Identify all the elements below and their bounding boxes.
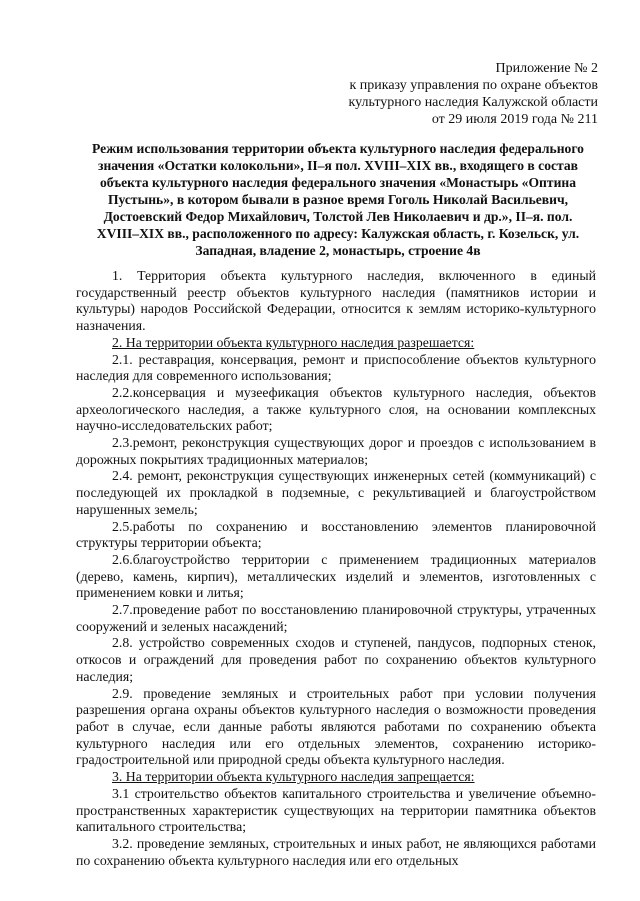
section-heading-forbidden: 3. На территории объекта культурного наследия запрещается: <box>112 769 475 785</box>
paragraph-2-9: 2.9. проведение земляных и строительных работ при условии получения разрешения органа охраны объектов культурного наследия о возможности проведения работ в случае, если данные работы являются работами по сохранению объекта культурного наследия или его отдельных элементов, сохранению историко-градостроительной или природной среды объекта культурного наследия. <box>76 685 596 768</box>
paragraph-2-6: 2.6.благоустройство территории с применением традиционных материалов (дерево, камень, кирпич), металлических изделий и элементов, изготовленных с применением ковки и литья; <box>76 551 596 601</box>
paragraph-2-4: 2.4. ремонт, реконструкция существующих инженерных сетей (коммуникаций) с последующей их прокладкой в подземные, с рекультивацией и благоустройством нарушенных земель; <box>76 468 596 517</box>
document-body <box>76 268 596 869</box>
paragraph-2-2: 2.2.консервация и музеефикация объектов культурного наследия, объектов археологического наследия, а также культурного слоя, на основании комплексных научно-исследовательских работ; <box>76 384 596 434</box>
paragraph-1: 1. Территория объекта культурного наследия, включенного в единый государственный реестр объектов культурного наследия (памятников истории и культуры) народов Российской Федерации, относится к землям историко-культурного назначения. <box>76 268 596 334</box>
paragraph-2-1: 2.1. реставрация, консервация, ремонт и приспособление объектов культурного наследия для современного использования; <box>76 351 596 384</box>
paragraph-2-7: 2.7.проведение работ по восстановлению планировочной структуры, утраченных сооружений и зеленых насаждений; <box>76 602 596 634</box>
document-title: Режим использования территории объекта культурного наследия федерального значения «Остатки колокольни», II–я пол. XVIII–XIX вв., входящего в состав объекта культурного наследия федерального значения «Монастырь «Оптина Пустынь», в котором бывали в разное время Гоголь Николай Васильевич, Достоевский Федор Михайлович, Толстой Лев Николаевич и др.», II–я. пол. XVIII–XIX вв., расположенного по адресу: Калужская область, г. Козельск, ул. Западная, владение 2, монастырь, строение 4в <box>92 141 584 258</box>
appendix-line: Приложение № 2 <box>495 61 598 76</box>
appendix-line: к приказу управления по охране объектов <box>349 78 598 93</box>
appendix-line: культурного наследия Калужской области <box>348 95 598 110</box>
appendix-header <box>349 60 598 128</box>
appendix-line: от 29 июля 2019 года № 211 <box>431 112 598 127</box>
paragraph-3-2: 3.2. проведение земляных, строительных и иных работ, не являющихся работами по сохранению объекта культурного наследия или его отдельных <box>76 835 596 868</box>
paragraph-2-3: 2.3.ремонт, реконструкция существующих дорог и проездов с использованием в дорожных покрытиях традиционных материалов; <box>76 435 596 467</box>
paragraph-2-8: 2.8. устройство современных сходов и ступеней, пандусов, подпорных стенок, откосов и ограждений для проведения работ по сохранению объектов культурного наследия; <box>76 635 596 684</box>
paragraph-3-1: 3.1 строительство объектов капитального строительства и увеличение объемно-пространственных характеристик существующих на территории памятника объектов капитального строительства; <box>76 785 596 835</box>
paragraph-2-5: 2.5.работы по сохранению и восстановлению элементов планировочной структуры территории объекта; <box>76 518 596 551</box>
section-heading-allowed: 2. На территории объекта культурного наследия разрешается: <box>112 334 475 350</box>
